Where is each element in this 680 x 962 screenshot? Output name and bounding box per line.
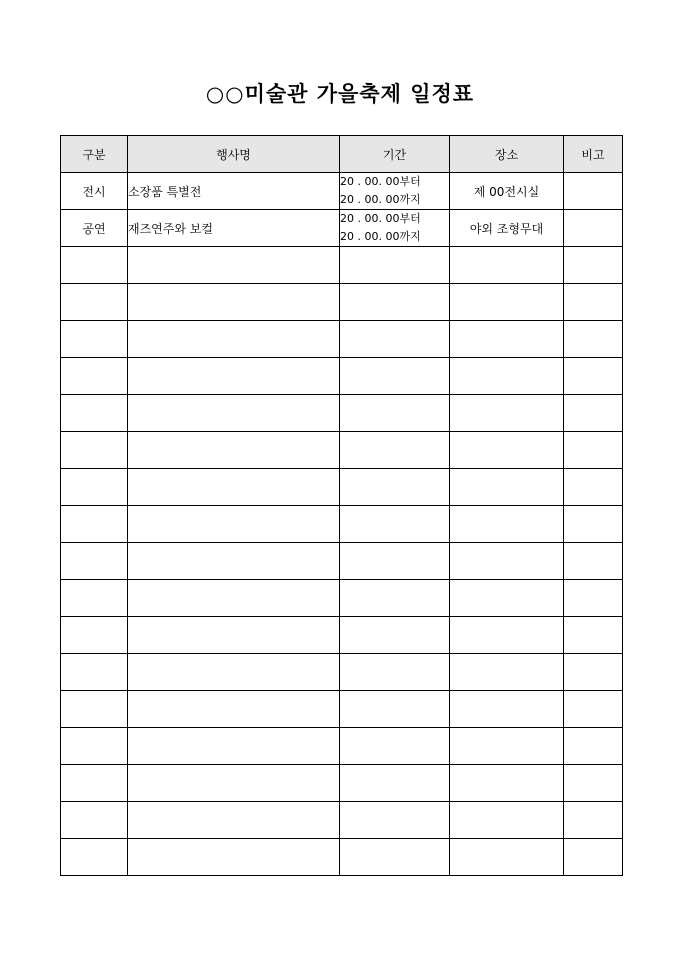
period-to: 20 . 00. 00까지 — [340, 193, 421, 206]
cell-venue[interactable] — [450, 321, 564, 358]
cell-period[interactable] — [340, 284, 450, 321]
cell-note[interactable] — [564, 469, 623, 506]
header-venue: 장소 — [450, 136, 564, 173]
cell-note[interactable] — [564, 765, 623, 802]
cell-note[interactable] — [564, 321, 623, 358]
cell-period[interactable] — [340, 765, 450, 802]
table-row-empty — [61, 358, 623, 395]
cell-event-name[interactable] — [128, 284, 340, 321]
cell-event-name[interactable] — [128, 839, 340, 876]
cell-period[interactable] — [340, 247, 450, 284]
cell-period[interactable] — [340, 728, 450, 765]
cell-category[interactable]: 공연 — [61, 210, 128, 247]
period-from: 20 . 00. 00부터 — [340, 212, 421, 225]
cell-event-name[interactable] — [128, 654, 340, 691]
table-row — [61, 210, 623, 247]
cell-category[interactable] — [61, 321, 128, 358]
cell-note[interactable] — [564, 580, 623, 617]
cell-period[interactable] — [340, 321, 450, 358]
cell-category[interactable] — [61, 284, 128, 321]
cell-period[interactable] — [340, 469, 450, 506]
cell-period[interactable] — [340, 432, 450, 469]
cell-note[interactable] — [564, 728, 623, 765]
header-period: 기간 — [340, 136, 450, 173]
cell-event-name[interactable] — [128, 506, 340, 543]
cell-event-name[interactable] — [128, 432, 340, 469]
cell-period[interactable] — [340, 173, 450, 210]
table-row — [61, 173, 623, 210]
header-note: 비고 — [564, 136, 623, 173]
cell-event-name[interactable] — [128, 691, 340, 728]
cell-venue[interactable]: 야외 조형무대 — [450, 210, 564, 247]
cell-event-name[interactable] — [128, 580, 340, 617]
table-row-empty — [61, 802, 623, 839]
cell-event-name[interactable] — [128, 802, 340, 839]
cell-period[interactable] — [340, 358, 450, 395]
cell-event-name[interactable] — [128, 765, 340, 802]
cell-category[interactable] — [61, 543, 128, 580]
cell-note[interactable] — [564, 284, 623, 321]
cell-period[interactable] — [340, 654, 450, 691]
cell-event-name[interactable]: 재즈연주와 보컬 — [128, 210, 340, 247]
table-row-empty — [61, 469, 623, 506]
cell-category[interactable] — [61, 617, 128, 654]
table-row-empty — [61, 395, 623, 432]
cell-category[interactable]: 전시 — [61, 173, 128, 210]
cell-event-name[interactable] — [128, 395, 340, 432]
cell-period[interactable] — [340, 691, 450, 728]
cell-period[interactable] — [340, 617, 450, 654]
period-from: 20 . 00. 00부터 — [340, 175, 421, 188]
cell-venue[interactable] — [450, 839, 564, 876]
cell-category[interactable] — [61, 765, 128, 802]
table-row-empty — [61, 321, 623, 358]
cell-period[interactable] — [340, 839, 450, 876]
cell-venue[interactable] — [450, 395, 564, 432]
table-row-empty — [61, 728, 623, 765]
cell-category[interactable] — [61, 432, 128, 469]
cell-note[interactable] — [564, 506, 623, 543]
cell-event-name[interactable] — [128, 543, 340, 580]
cell-period[interactable] — [340, 506, 450, 543]
cell-category[interactable] — [61, 395, 128, 432]
cell-period[interactable] — [340, 543, 450, 580]
table-row-empty — [61, 654, 623, 691]
cell-venue[interactable]: 제 00전시실 — [450, 173, 564, 210]
cell-venue[interactable] — [450, 580, 564, 617]
cell-category[interactable] — [61, 839, 128, 876]
table-row-empty — [61, 617, 623, 654]
table-row-empty — [61, 506, 623, 543]
cell-period[interactable] — [340, 802, 450, 839]
cell-note[interactable] — [564, 210, 623, 247]
cell-event-name[interactable] — [128, 617, 340, 654]
cell-category[interactable] — [61, 580, 128, 617]
cell-category[interactable] — [61, 654, 128, 691]
cell-event-name[interactable] — [128, 469, 340, 506]
cell-period[interactable] — [340, 210, 450, 247]
header-row — [61, 136, 623, 173]
cell-venue[interactable] — [450, 617, 564, 654]
cell-venue[interactable] — [450, 802, 564, 839]
table-row-empty — [61, 432, 623, 469]
cell-note[interactable] — [564, 617, 623, 654]
cell-period[interactable] — [340, 395, 450, 432]
cell-venue[interactable] — [450, 506, 564, 543]
cell-note[interactable] — [564, 358, 623, 395]
cell-note[interactable] — [564, 802, 623, 839]
table-row-empty — [61, 543, 623, 580]
table-row-empty — [61, 765, 623, 802]
cell-venue[interactable] — [450, 654, 564, 691]
cell-note[interactable] — [564, 247, 623, 284]
cell-note[interactable] — [564, 395, 623, 432]
cell-note[interactable] — [564, 691, 623, 728]
cell-category[interactable] — [61, 691, 128, 728]
cell-event-name[interactable] — [128, 247, 340, 284]
cell-category[interactable] — [61, 358, 128, 395]
cell-event-name[interactable]: 소장품 특별전 — [128, 173, 340, 210]
table-row-empty — [61, 839, 623, 876]
cell-venue[interactable] — [450, 543, 564, 580]
table-row-empty — [61, 691, 623, 728]
cell-venue[interactable] — [450, 728, 564, 765]
schedule-table — [60, 135, 623, 876]
cell-note[interactable] — [564, 839, 623, 876]
cell-note[interactable] — [564, 654, 623, 691]
cell-event-name[interactable] — [128, 321, 340, 358]
page-title: ○○미술관 가을축제 일정표 — [205, 81, 475, 106]
cell-note[interactable] — [564, 173, 623, 210]
cell-event-name[interactable] — [128, 728, 340, 765]
cell-venue[interactable] — [450, 358, 564, 395]
cell-category[interactable] — [61, 469, 128, 506]
cell-note[interactable] — [564, 432, 623, 469]
cell-note[interactable] — [564, 543, 623, 580]
header-category: 구분 — [61, 136, 128, 173]
cell-category[interactable] — [61, 506, 128, 543]
cell-venue[interactable] — [450, 284, 564, 321]
cell-category[interactable] — [61, 247, 128, 284]
cell-venue[interactable] — [450, 469, 564, 506]
cell-category[interactable] — [61, 802, 128, 839]
cell-period[interactable] — [340, 580, 450, 617]
cell-venue[interactable] — [450, 247, 564, 284]
header-event-name: 행사명 — [128, 136, 340, 173]
cell-category[interactable] — [61, 728, 128, 765]
period-to: 20 . 00. 00까지 — [340, 230, 421, 243]
cell-venue[interactable] — [450, 432, 564, 469]
cell-venue[interactable] — [450, 691, 564, 728]
table-row-empty — [61, 284, 623, 321]
table-row-empty — [61, 247, 623, 284]
cell-venue[interactable] — [450, 765, 564, 802]
table-row-empty — [61, 580, 623, 617]
cell-event-name[interactable] — [128, 358, 340, 395]
